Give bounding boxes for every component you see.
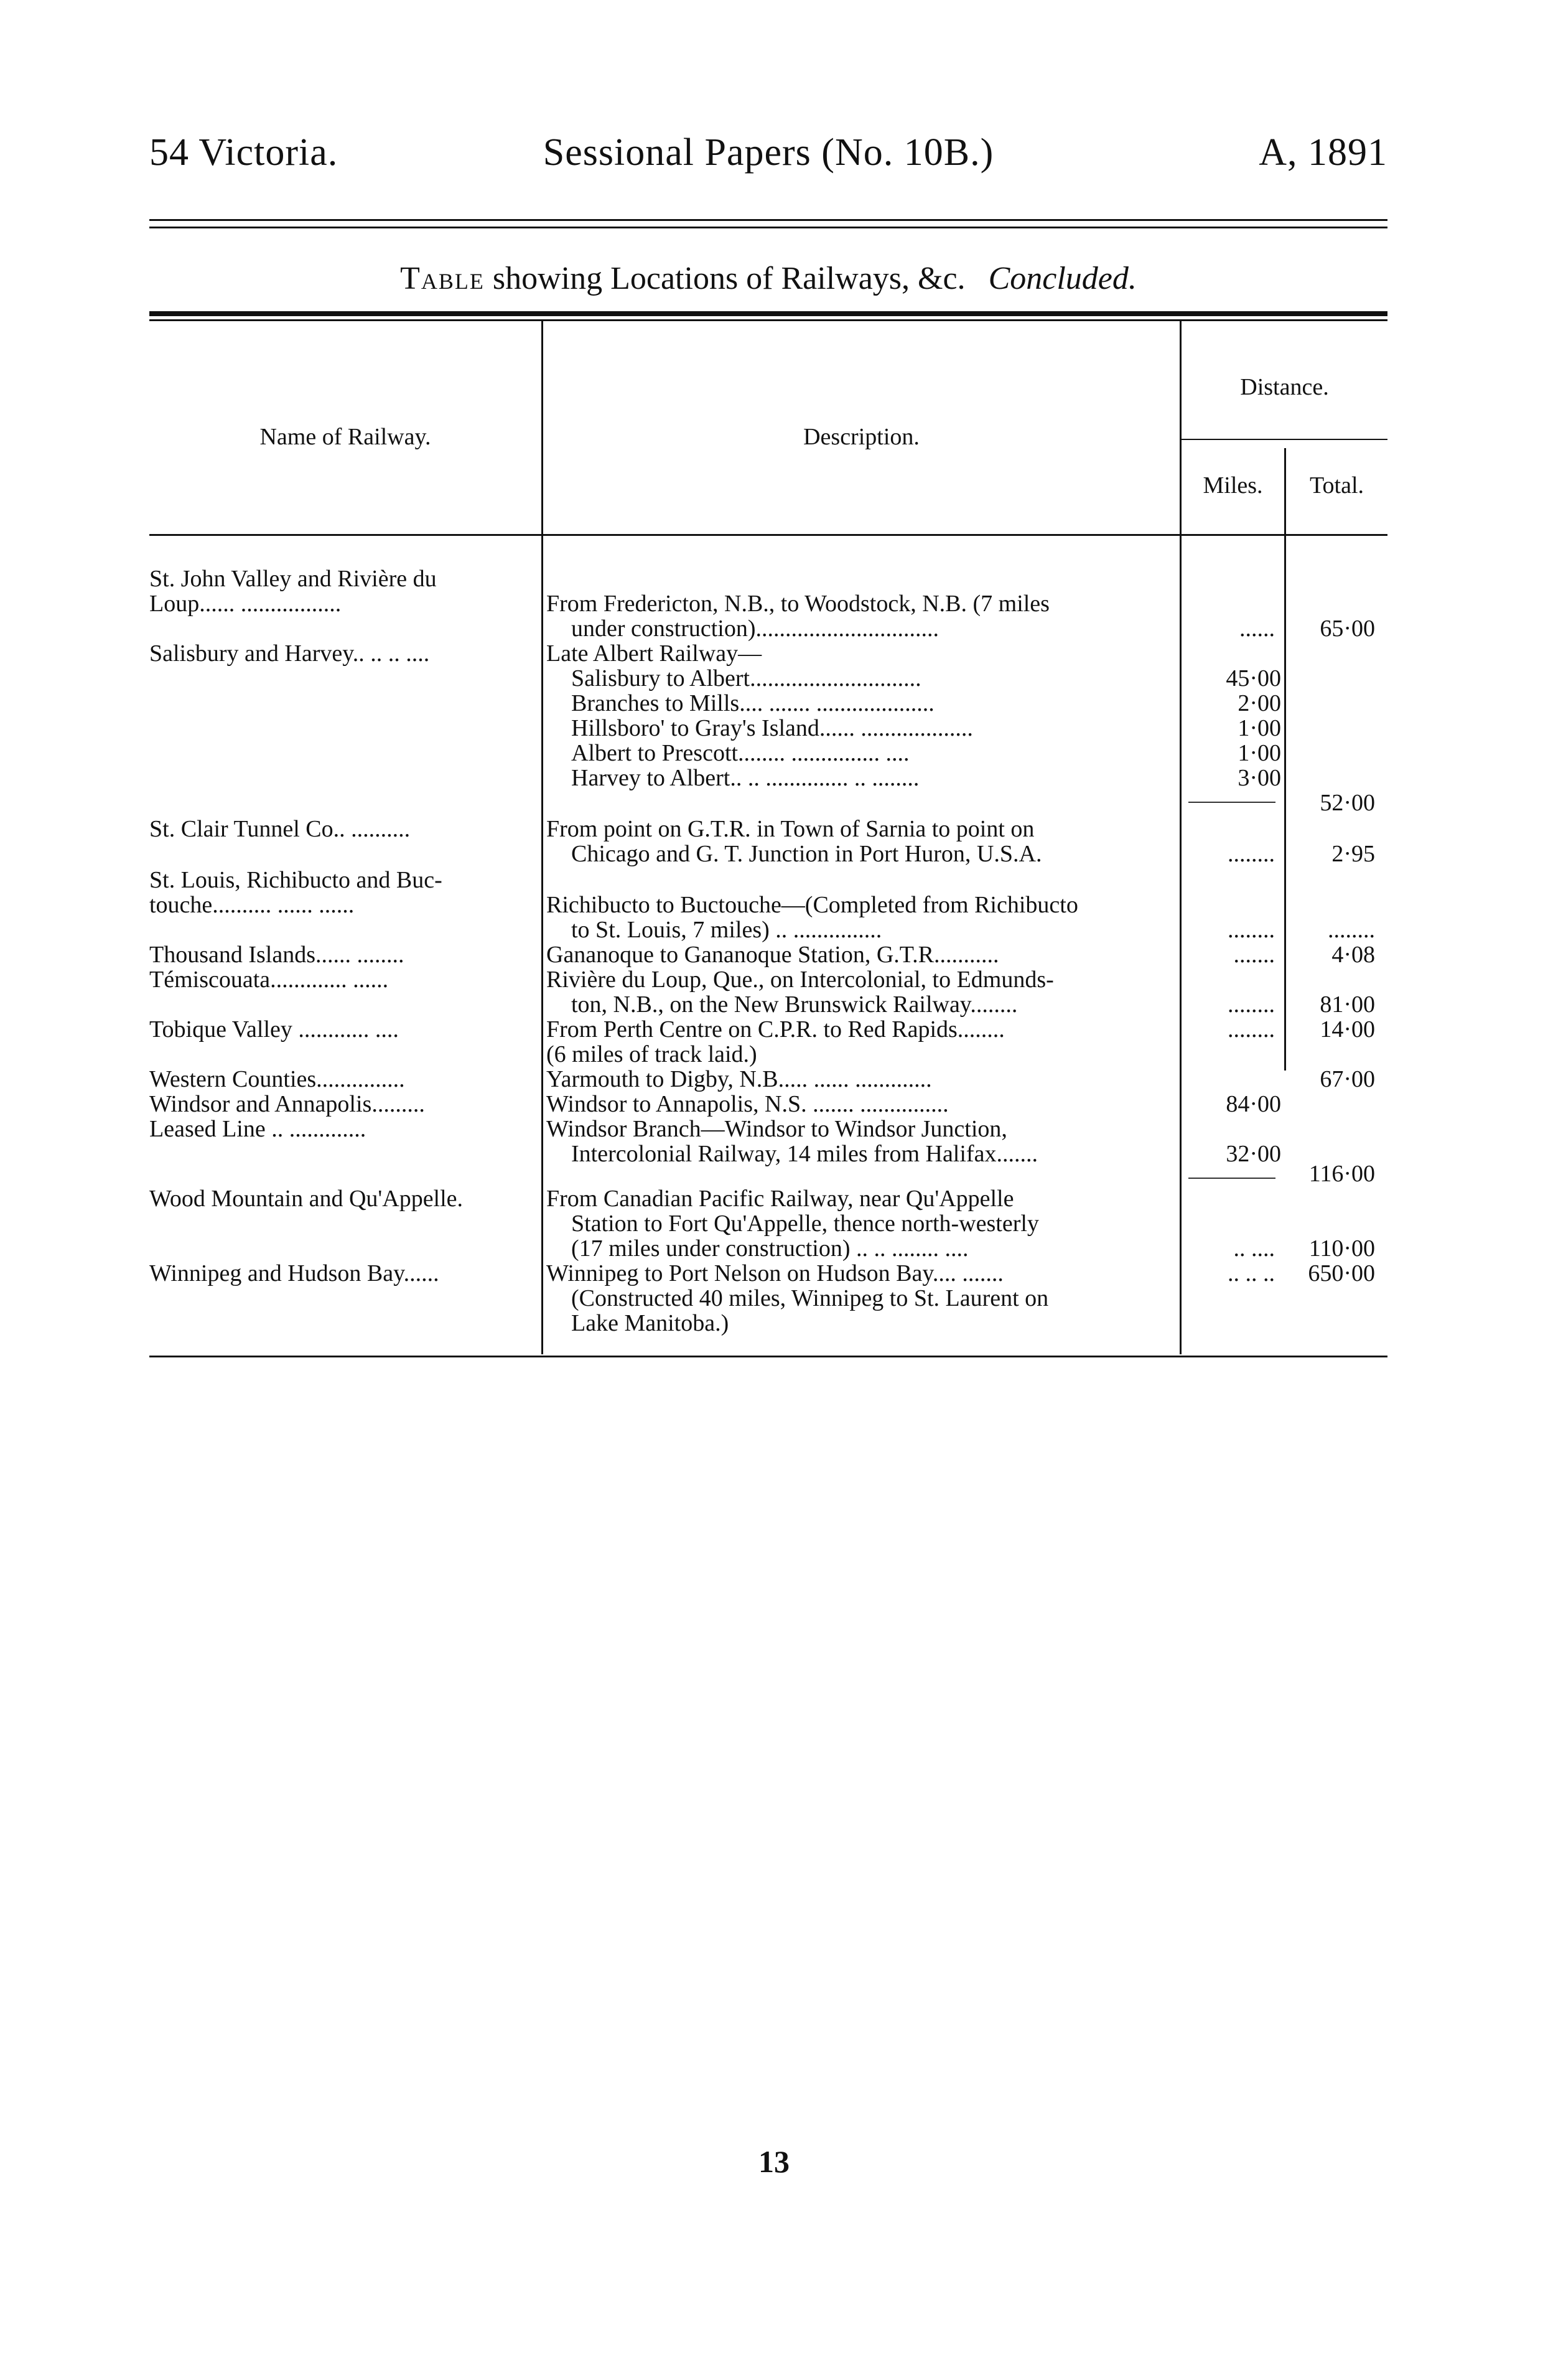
railway-description: From Perth Centre on C.P.R. to Red Rapids........: [546, 1017, 1005, 1042]
railway-miles: 3·00: [1238, 765, 1281, 791]
railway-name: Windsor and Annapolis.........: [149, 1092, 425, 1117]
railway-miles: 45·00: [1226, 665, 1281, 691]
railway-total: 67·00: [1320, 1066, 1375, 1092]
column-header-distance: Distance.: [1240, 374, 1329, 400]
railway-description: Windsor Branch—Windsor to Windsor Junction,: [546, 1117, 1007, 1141]
railway-total: 110·00: [1308, 1235, 1375, 1262]
railway-name: touche.......... ...... ......: [149, 892, 355, 917]
railway-name: Western Counties...............: [149, 1067, 405, 1092]
railway-description: Branches to Mills.... ....... ....................: [571, 691, 935, 716]
railway-total: 52·00: [1320, 790, 1375, 816]
railway-description: Salisbury to Albert.............................: [571, 666, 921, 691]
railway-miles: 84·00: [1226, 1091, 1281, 1117]
railway-name: Leased Line .. .............: [149, 1117, 366, 1141]
railway-description: From point on G.T.R. in Town of Sarnia to point on: [546, 817, 1035, 841]
railway-name: St. Clair Tunnel Co.. ..........: [149, 817, 411, 841]
caption-rule-top: [149, 311, 1387, 316]
railway-description: Intercolonial Railway, 14 miles from Halifax.......: [571, 1141, 1038, 1166]
header-body-rule: [149, 534, 1387, 536]
railway-miles: ......: [1239, 616, 1275, 642]
railway-description: Lake Manitoba.): [571, 1311, 729, 1336]
table-bottom-rule: [149, 1356, 1387, 1357]
railway-description: (6 miles of track laid.): [546, 1042, 757, 1067]
railway-name: Wood Mountain and Qu'Appelle.: [149, 1186, 464, 1211]
railway-description: From Fredericton, N.B., to Woodstock, N.B. (7 miles: [546, 591, 1050, 616]
railway-miles: ........: [1228, 917, 1275, 943]
railway-name: St. Louis, Richibucto and Buc-: [149, 868, 442, 892]
railway-description: Gananoque to Gananoque Station, G.T.R...........: [546, 942, 999, 967]
session-label: 54 Victoria.: [149, 131, 338, 174]
railway-description: (Constructed 40 miles, Winnipeg to St. Laurent on: [571, 1286, 1049, 1311]
railway-name: Tobique Valley ............ ....: [149, 1017, 399, 1042]
column-header-miles: Miles.: [1203, 472, 1263, 499]
column-divider-miles: [1284, 448, 1286, 1071]
railway-miles: .. .. ..: [1228, 1260, 1275, 1286]
caption-table-word: Table: [400, 261, 485, 296]
caption-text: showing Locations of Railways, &c.: [492, 261, 966, 296]
railway-total: 65·00: [1320, 616, 1375, 642]
railway-description: Richibucto to Buctouche—(Completed from Richibucto: [546, 892, 1078, 917]
railway-description: Rivière du Loup, Que., on Intercolonial, to Edmunds-: [546, 967, 1054, 992]
railway-description: ton, N.B., on the New Brunswick Railway........: [571, 992, 1018, 1017]
railway-total: 14·00: [1320, 1016, 1375, 1042]
railway-miles: 1·00: [1238, 740, 1281, 766]
table-caption: [149, 260, 1387, 297]
railway-total: 81·00: [1320, 991, 1375, 1018]
railway-name: Salisbury and Harvey.. .. .. ....: [149, 641, 430, 666]
subtotal-rule: [1188, 1178, 1275, 1179]
railway-description: Yarmouth to Digby, N.B..... ...... .............: [546, 1067, 932, 1092]
railway-description: Chicago and G. T. Junction in Port Huron, U.S.A.: [571, 841, 1042, 866]
subtotal-rule: [1188, 802, 1275, 803]
railway-description: (17 miles under construction) .. .. ........ ....: [571, 1236, 969, 1261]
caption-concluded: Concluded.: [988, 261, 1137, 296]
page-number: 13: [758, 2144, 790, 2179]
railway-name: Loup...... .................: [149, 591, 342, 616]
column-header-name: Name of Railway.: [259, 424, 431, 450]
railway-description: Harvey to Albert.. .. .............. .. ........: [571, 766, 920, 790]
railway-miles: ........: [1228, 1016, 1275, 1042]
railway-miles: ........: [1228, 991, 1275, 1018]
railway-total: 4·08: [1331, 942, 1375, 968]
railway-description: under construction)...............................: [571, 616, 940, 641]
railway-description: Hillsboro' to Gray's Island...... ...................: [571, 716, 973, 741]
page-header: [149, 131, 1387, 180]
railway-description: Windsor to Annapolis, N.S. ....... ...............: [546, 1092, 949, 1117]
railway-total: 650·00: [1308, 1260, 1375, 1286]
distance-subheader-rule: [1182, 439, 1387, 440]
railway-description: Late Albert Railway—: [546, 641, 762, 666]
column-divider-name: [541, 321, 543, 1354]
header-rule-top: [149, 219, 1387, 221]
caption-rule-bottom: [149, 319, 1387, 321]
railway-total: 116·00: [1308, 1161, 1375, 1187]
header-rule-bottom: [149, 227, 1387, 228]
railway-description: to St. Louis, 7 miles) .. ...............: [571, 917, 882, 942]
railway-name: Winnipeg and Hudson Bay......: [149, 1261, 439, 1286]
railway-total: 2·95: [1331, 841, 1375, 867]
railway-total: ........: [1328, 917, 1375, 943]
year-label: A, 1891: [1259, 131, 1387, 174]
railway-miles: ........: [1228, 841, 1275, 867]
railway-miles: 32·00: [1226, 1141, 1281, 1167]
railway-miles: 2·00: [1238, 690, 1281, 716]
column-header-description: Description.: [803, 424, 920, 450]
column-header-total: Total.: [1309, 472, 1364, 499]
railway-name: Témiscouata............. ......: [149, 967, 389, 992]
railway-name: St. John Valley and Rivière du: [149, 566, 437, 591]
railway-miles: 1·00: [1238, 715, 1281, 741]
railway-description: From Canadian Pacific Railway, near Qu'Appelle: [546, 1186, 1014, 1211]
railway-description: Albert to Prescott........ ............... ....: [571, 741, 910, 766]
document-title: Sessional Papers (No. 10B.): [543, 131, 994, 174]
railway-miles: .......: [1233, 942, 1275, 968]
railway-miles: .. ....: [1233, 1235, 1275, 1262]
railway-name: Thousand Islands...... ........: [149, 942, 404, 967]
railway-description: Station to Fort Qu'Appelle, thence north-westerly: [571, 1211, 1039, 1236]
railway-description: Winnipeg to Port Nelson on Hudson Bay.... .......: [546, 1261, 1004, 1286]
